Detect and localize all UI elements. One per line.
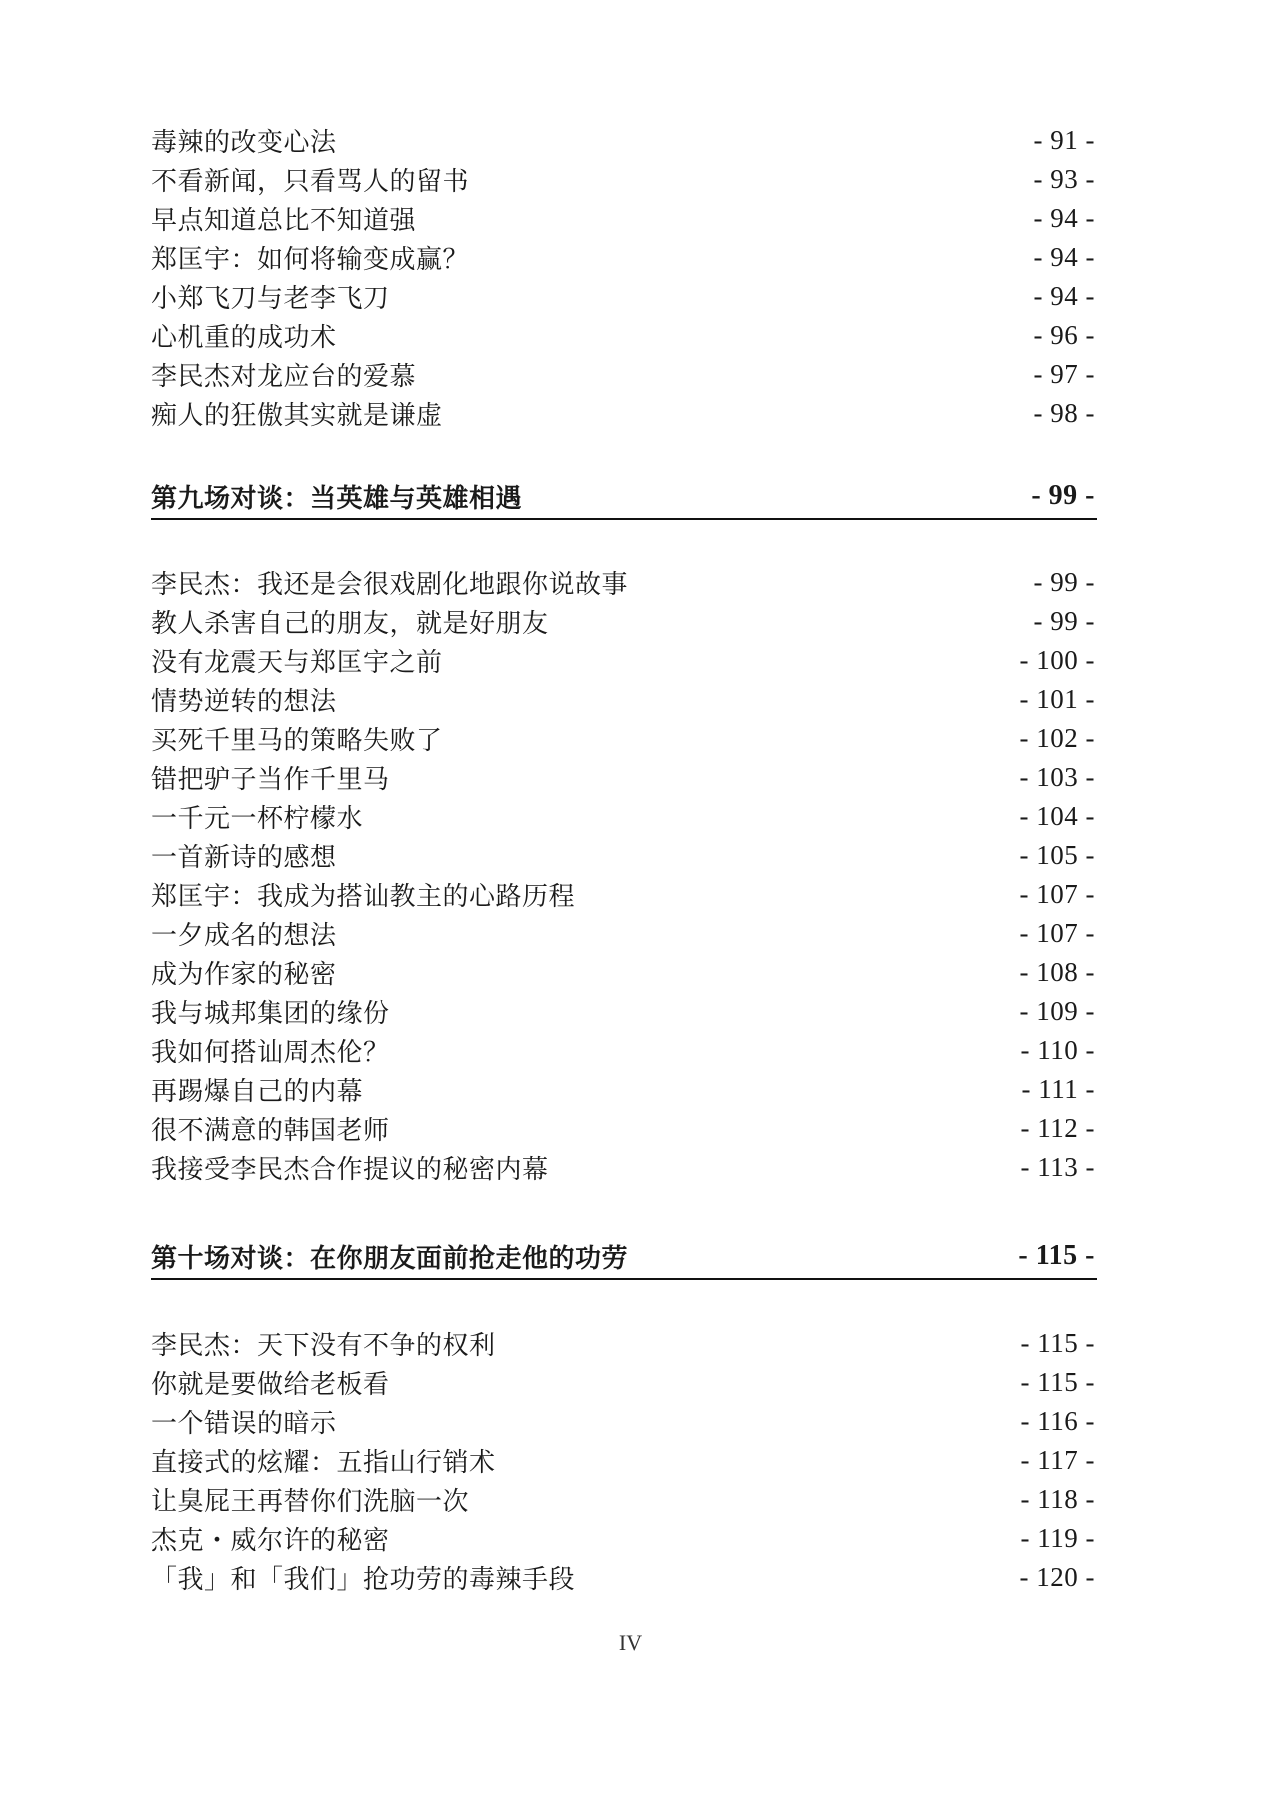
toc-entry [151,316,1097,355]
toc-entry [151,355,1097,394]
chapter-page-number: - 115 - [1018,1240,1095,1271]
toc-entry [151,394,1097,433]
toc-entry-page-number: - 102 - [1019,723,1095,753]
chapter-title: 第九场对谈：当英雄与英雄相遇 [151,483,523,514]
toc-entry-title: 郑匡宇：我成为搭讪教主的心路历程 [151,882,576,912]
toc-entry-page-number: - 107 - [1019,879,1095,909]
toc-section-b [151,563,1097,1187]
toc-entry-page-number: - 99 - [1033,567,1095,597]
toc-entry-title: 直接式的炫耀：五指山行销术 [151,1448,496,1478]
toc-entry-page-number: - 101 - [1019,684,1095,714]
toc-entry-page-number: - 109 - [1019,996,1095,1026]
toc-entry [151,1558,1097,1597]
toc-entry [151,1402,1097,1441]
toc-entry-title: 一个错误的暗示 [151,1409,337,1439]
toc-entry-title: 错把驴子当作千里马 [151,765,390,795]
toc-entry-page-number: - 117 - [1020,1445,1095,1475]
toc-entry [151,875,1097,914]
toc-entry-title: 小郑飞刀与老李飞刀 [151,284,390,314]
toc-entry-title: 一千元一杯柠檬水 [151,804,364,834]
toc-entry-page-number: - 119 - [1020,1523,1095,1553]
toc-entry-title: 杰克・威尔许的秘密 [151,1526,390,1556]
toc-entry-page-number: - 96 - [1033,320,1095,350]
toc-entry [151,1109,1097,1148]
toc-section-a [151,121,1097,433]
page-footer-number: IV [618,1630,643,1655]
toc-entry-title: 不看新闻，只看骂人的留书 [151,167,470,197]
toc-entry-page-number: - 105 - [1019,840,1095,870]
toc-entry [151,953,1097,992]
toc-entry-page-number: - 91 - [1033,125,1095,155]
toc-entry [151,1148,1097,1187]
chapter-heading-9 [151,474,1097,520]
toc-entry [151,602,1097,641]
toc-entry-title: 一夕成名的想法 [151,921,337,951]
toc-entry [151,1480,1097,1519]
toc-entry [151,1070,1097,1109]
toc-entry-title: 买死千里马的策略失败了 [151,726,443,756]
toc-entry-title: 再踢爆自己的内幕 [151,1077,364,1107]
toc-page [151,0,1097,1800]
toc-entry-page-number: - 108 - [1019,957,1095,987]
toc-entry-page-number: - 110 - [1020,1035,1095,1065]
toc-entry-page-number: - 94 - [1033,242,1095,272]
toc-entry-page-number: - 99 - [1033,606,1095,636]
toc-entry-page-number: - 94 - [1033,281,1095,311]
toc-entry-page-number: - 116 - [1020,1406,1095,1436]
toc-entry [151,641,1097,680]
toc-entry [151,1441,1097,1480]
toc-entry-title: 你就是要做给老板看 [151,1370,390,1400]
toc-entry [151,238,1097,277]
toc-entry-page-number: - 115 - [1020,1328,1095,1358]
toc-entry-title: 让臭屁王再替你们洗脑一次 [151,1487,470,1517]
toc-entry-title: 李民杰：天下没有不争的权利 [151,1331,496,1361]
toc-entry-page-number: - 104 - [1019,801,1095,831]
toc-entry-title: 我接受李民杰合作提议的秘密内幕 [151,1155,549,1185]
toc-entry-title: 李民杰：我还是会很戏剧化地跟你说故事 [151,570,629,600]
toc-entry-title: 情势逆转的想法 [151,687,337,717]
toc-entry [151,719,1097,758]
chapter-heading-10 [151,1234,1097,1280]
toc-entry-page-number: - 103 - [1019,762,1095,792]
toc-entry [151,199,1097,238]
toc-entry-page-number: - 118 - [1020,1484,1095,1514]
toc-entry-page-number: - 107 - [1019,918,1095,948]
toc-entry-title: 毒辣的改变心法 [151,128,337,158]
toc-entry-title: 早点知道总比不知道强 [151,206,417,236]
toc-entry [151,758,1097,797]
toc-entry-title: 教人杀害自己的朋友，就是好朋友 [151,609,549,639]
toc-entry-title: 李民杰对龙应台的爱慕 [151,362,417,392]
toc-entry-page-number: - 94 - [1033,203,1095,233]
toc-entry-title: 没有龙震天与郑匡宇之前 [151,648,443,678]
toc-entry [151,914,1097,953]
toc-entry [151,1324,1097,1363]
toc-entry-title: 「我」和「我们」抢功劳的毒辣手段 [151,1565,576,1595]
toc-entry [151,836,1097,875]
toc-entry-title: 很不满意的韩国老师 [151,1116,390,1146]
toc-entry [151,1519,1097,1558]
toc-entry-page-number: - 112 - [1020,1113,1095,1143]
toc-entry-title: 心机重的成功术 [151,323,337,353]
toc-entry [151,1363,1097,1402]
chapter-page-number: - 99 - [1031,480,1095,511]
toc-entry-title: 我与城邦集团的缘份 [151,999,390,1029]
toc-entry-title: 我如何搭讪周杰伦？ [151,1038,390,1068]
toc-entry-title: 痴人的狂傲其实就是谦虚 [151,401,443,431]
toc-entry [151,277,1097,316]
toc-entry [151,563,1097,602]
toc-entry [151,797,1097,836]
toc-entry [151,1031,1097,1070]
toc-entry [151,992,1097,1031]
toc-section-c [151,1324,1097,1597]
toc-entry-page-number: - 100 - [1019,645,1095,675]
toc-entry-page-number: - 93 - [1033,164,1095,194]
toc-entry-page-number: - 120 - [1019,1562,1095,1592]
toc-entry-title: 成为作家的秘密 [151,960,337,990]
toc-entry-page-number: - 111 - [1021,1074,1095,1104]
toc-entry-page-number: - 98 - [1033,398,1095,428]
toc-entry-page-number: - 97 - [1033,359,1095,389]
toc-entry-title: 郑匡宇：如何将输变成赢？ [151,245,470,275]
toc-entry-page-number: - 113 - [1020,1152,1095,1182]
toc-entry [151,680,1097,719]
toc-entry [151,160,1097,199]
toc-entry [151,121,1097,160]
chapter-title: 第十场对谈：在你朋友面前抢走他的功劳 [151,1243,629,1274]
toc-entry-page-number: - 115 - [1020,1367,1095,1397]
toc-entry-title: 一首新诗的感想 [151,843,337,873]
